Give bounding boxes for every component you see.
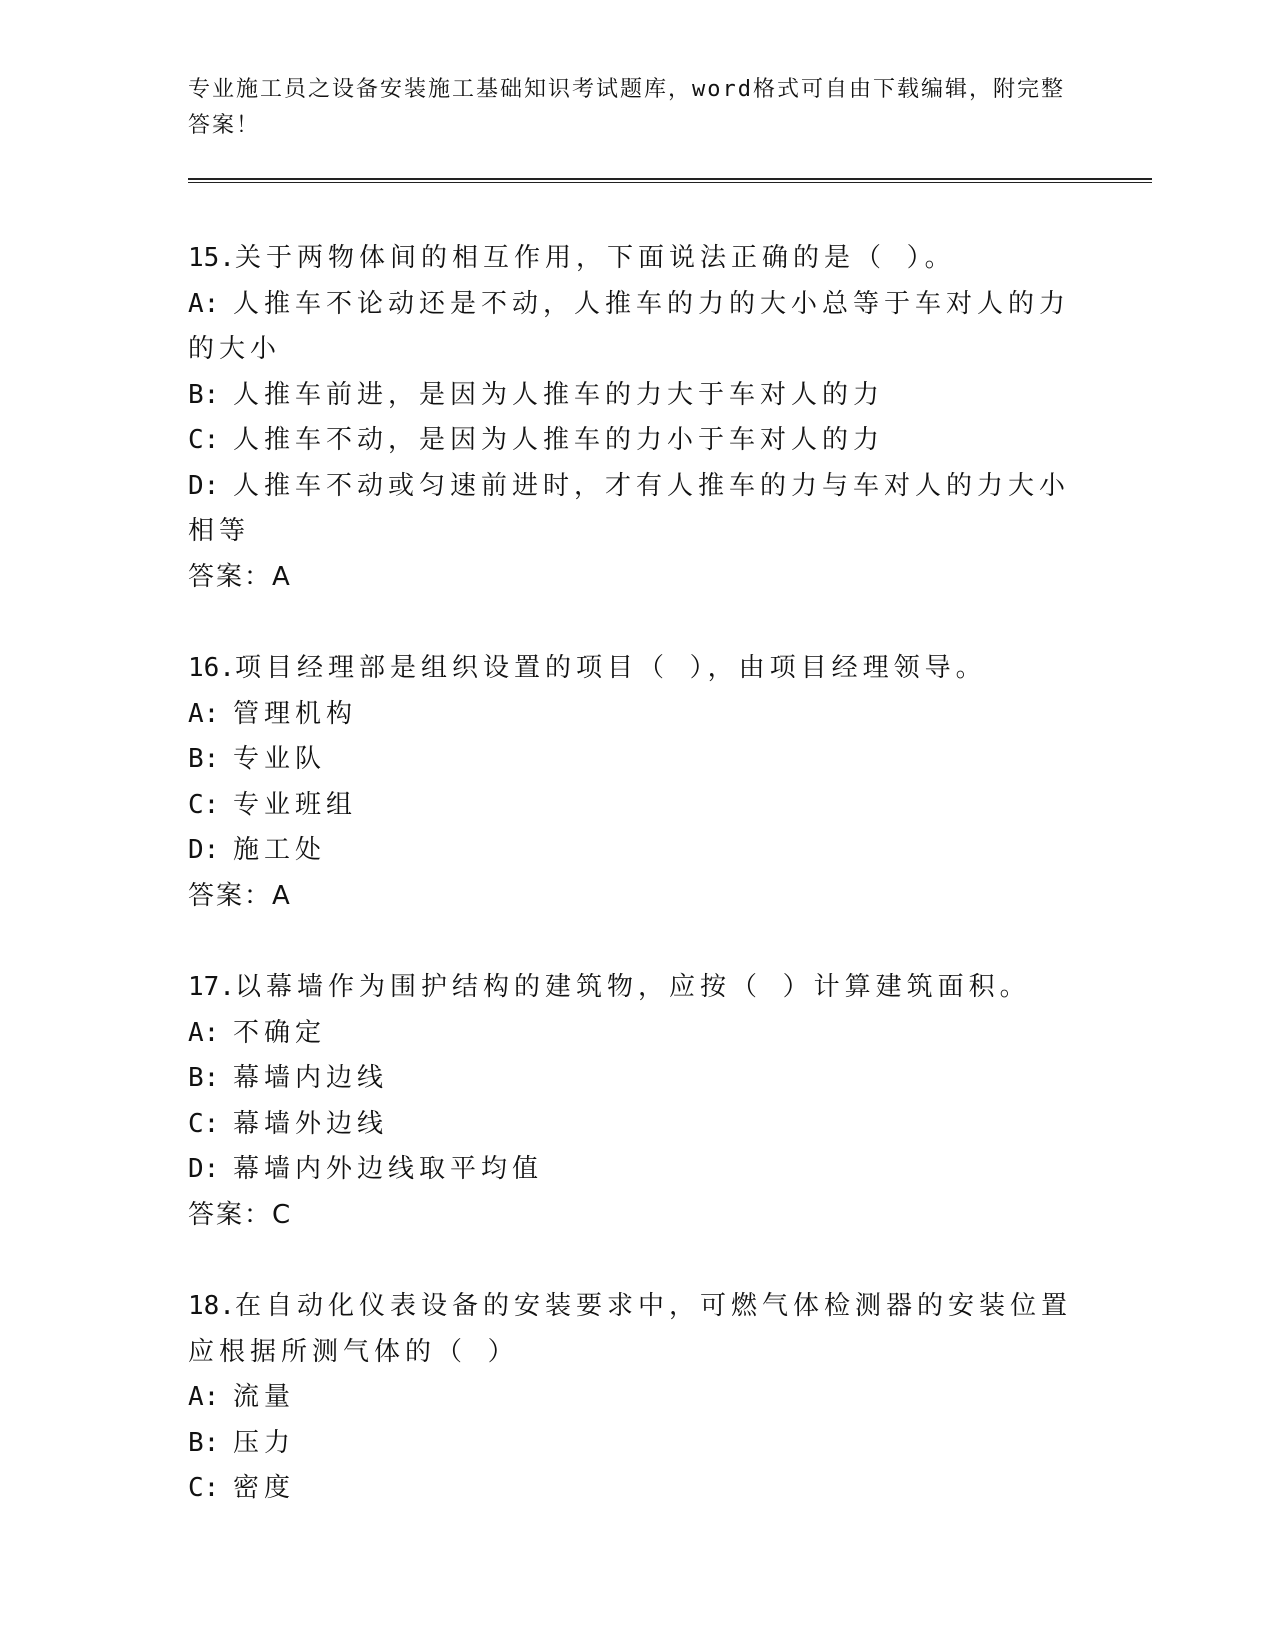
option-text: 幕墙内外边线取平均值 — [233, 1154, 544, 1184]
option-c — [188, 1102, 1088, 1148]
answer-line: 答案：A — [188, 561, 292, 592]
option-text: 流量 — [233, 1382, 296, 1412]
option-d — [188, 828, 1088, 874]
option-text: 压力 — [233, 1427, 296, 1458]
option-text: 幕墙内边线 — [233, 1063, 389, 1093]
question-text: 以幕墙作为围护结构的建筑物，应按（ ）计算建筑面积。 — [234, 972, 1031, 1002]
option-text: 专业班组 — [233, 789, 358, 820]
question-number: 18. — [188, 1291, 235, 1321]
header-divider — [188, 178, 1152, 183]
question-item — [188, 236, 1088, 600]
question-number: 16. — [188, 653, 235, 683]
option-text: 人推车不动或匀速前进时，才有人推车的力与车对人的力大小相等 — [188, 470, 1071, 546]
option-key: B: — [188, 379, 220, 410]
option-a — [188, 1011, 1088, 1057]
option-key: B: — [188, 1063, 220, 1093]
answer-line: 答案：A — [188, 880, 292, 911]
option-key: B: — [188, 744, 220, 774]
option-c — [188, 418, 1088, 464]
option-d — [188, 464, 1088, 555]
option-key: C: — [188, 1473, 220, 1503]
option-c — [188, 783, 1088, 829]
option-text: 人推车不动，是因为人推车的力小于车对人的力 — [233, 425, 885, 455]
option-b — [188, 1421, 1088, 1467]
option-key: C: — [188, 425, 220, 455]
option-a — [188, 1375, 1088, 1421]
option-key: D: — [188, 470, 220, 501]
option-key: A: — [188, 288, 220, 319]
option-b — [188, 373, 1088, 419]
option-text: 专业队 — [233, 744, 327, 774]
option-text: 施工处 — [233, 835, 327, 865]
option-b — [188, 1056, 1088, 1102]
question-number: 17. — [188, 972, 235, 1002]
option-c — [188, 1466, 1088, 1512]
question-text: 在自动化仪表设备的安装要求中，可燃气体检测器的安装位置应根据所测气体的（ ） — [188, 1291, 1072, 1367]
question-item — [188, 646, 1088, 919]
question-stem — [188, 646, 1088, 692]
question-item — [188, 1284, 1088, 1512]
document-header: 专业施工员之设备安装施工基础知识考试题库，word格式可自由下载编辑，附完整答案！ — [188, 77, 1065, 138]
question-stem — [188, 236, 1088, 282]
option-d — [188, 1147, 1088, 1193]
option-key: D: — [188, 835, 220, 865]
option-text: 人推车前进，是因为人推车的力大于车对人的力 — [233, 379, 885, 410]
option-key: B: — [188, 1427, 220, 1458]
option-key: A: — [188, 698, 220, 729]
question-number: 15. — [188, 243, 235, 273]
option-key: C: — [188, 1108, 220, 1139]
option-text: 人推车不论动还是不动，人推车的力的大小总等于车对人的力的大小 — [188, 288, 1071, 364]
option-key: C: — [188, 789, 220, 820]
question-text: 项目经理部是组织设置的项目（ ），由项目经理领导。 — [234, 653, 987, 683]
option-key: A: — [188, 1382, 220, 1412]
question-stem — [188, 965, 1088, 1011]
option-key: D: — [188, 1154, 220, 1184]
question-text: 关于两物体间的相互作用，下面说法正确的是（ ）。 — [234, 243, 956, 273]
option-a — [188, 692, 1088, 738]
option-a — [188, 282, 1088, 373]
question-item — [188, 965, 1088, 1238]
option-key: A: — [188, 1017, 220, 1048]
option-text: 幕墙外边线 — [233, 1108, 389, 1139]
question-stem — [188, 1284, 1088, 1375]
option-text: 不确定 — [233, 1017, 327, 1048]
question-list — [188, 236, 1088, 1558]
option-b — [188, 737, 1088, 783]
answer-line: 答案：C — [188, 1199, 293, 1230]
option-text: 密度 — [233, 1473, 296, 1503]
option-text: 管理机构 — [233, 698, 358, 729]
